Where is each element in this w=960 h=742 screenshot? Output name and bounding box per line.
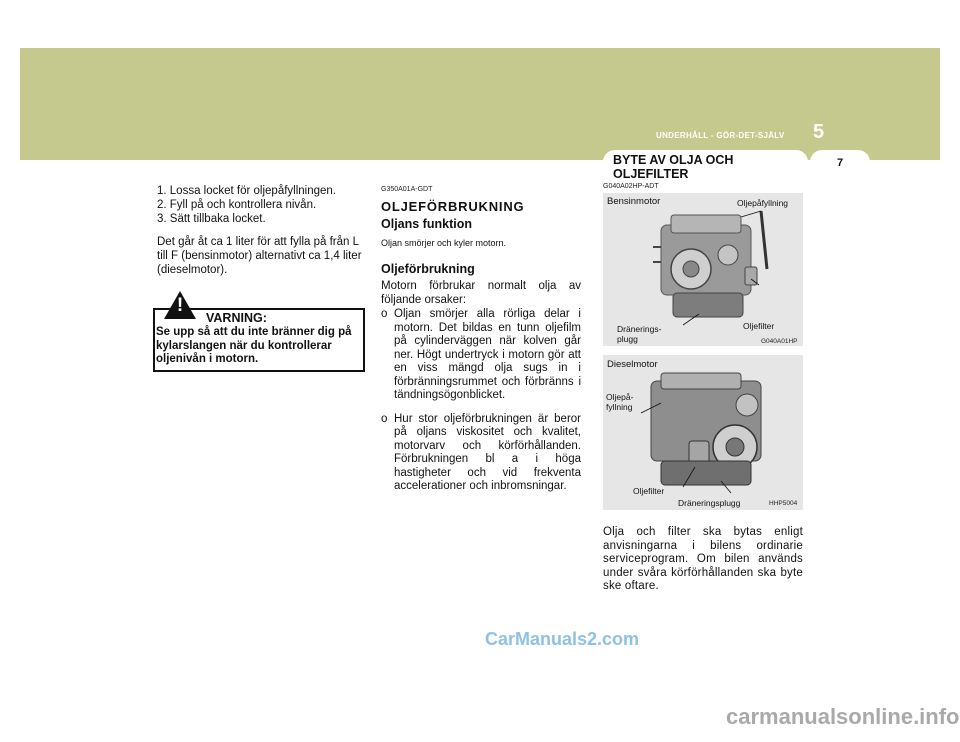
figure-1-code: G040A01HP [761,338,798,345]
oil-fill-label: Oljepåfyllning [737,198,789,208]
subheading-consumption: Oljeförbrukning [381,261,475,276]
bullet-text: Hur stor oljeförbrukningen är beror på oljans viskositet och kvalitet, motorvarv och körförhållanden. Förbrukningen bl a i höga hastigheter och vid frekventa accelerationer och inbromsningar. [394,412,581,492]
diesel-engine-figure [603,355,803,510]
section-heading: OLJEFÖRBRUKNING [381,198,525,214]
diesel-engine-illustration [631,369,781,499]
subheading-function: Oljans funktion [381,216,472,231]
page-title: BYTE AV OLJA OCH OLJEFILTER [613,153,734,181]
warning-body: Se upp så att du inte bränner dig på kylarslangen när du kontrollerar oljenivån i motorn. [156,326,352,365]
step-2: 2. Fyll på och kontrollera nivån. [157,199,317,211]
diesel-engine-title: Dieselmotor [607,359,658,370]
oil-change-text: Olja och filter ska bytas enligt anvisningarna i bilens ordinarie serviceprogram. Om bilen används under svåra körförhållanden ska byte ske oftare. [603,526,803,592]
figure-code: G040A02HP-ADT [603,183,659,190]
carmanuals-watermark[interactable]: CarManuals2.com [485,629,640,649]
drain-plug-label: Dräneringsplugg [678,498,741,508]
oil-filter-label: Oljefilter [743,321,775,331]
chapter-number: 5 [813,121,825,143]
header-band [20,48,940,160]
warning-exclamation: ! [176,295,184,316]
oil-fill-label: Oljepå- fyllning [606,392,634,412]
list-item [381,413,581,494]
bullet-mark: o [381,308,388,320]
section-title: UNDERHÅLL - GÖR-DET-SJÄLV [656,131,785,140]
step-3: 3. Sätt tillbaka locket. [157,213,266,225]
list-item [381,308,581,403]
gasoline-engine-title: Bensinmotor [607,196,661,207]
bullet-text: Oljan smörjer alla rörliga delar i motorn. Det bildas en tunn oljefilm på cylinderväggen när kolven går ner. Högt undertryck i motorn gör att en viss mängd olja sugs in i förbränningsrummet och förbränns i tändningsögonblicket. [394,308,581,401]
gasoline-engine-figure [603,193,803,346]
function-text: Oljan smörjer och kyler motorn. [381,238,507,248]
warning-title: VARNING: [206,311,267,325]
section-code: G350A01A-GDT [381,186,433,193]
column-2 [381,183,581,494]
figure-2-code: HHP5004 [769,500,798,507]
bullet-mark: o [381,412,388,425]
page-number: 7 [836,157,844,169]
fill-amount-text: Det går åt ca 1 liter för att fylla på från L till F (bensinmotor) alternativt ca 1,4 liter (dieselmotor). [157,236,362,276]
consumption-intro: Motorn förbrukar normalt olja av följande orsaker: [381,280,581,306]
oil-filter-label: Oljefilter [633,486,665,496]
gasoline-engine-illustration [633,207,783,332]
drain-plug-label: Dränerings- plugg [617,324,662,344]
column-1 [157,184,362,277]
step-1: 1. Lossa locket för oljepåfyllningen. [157,185,336,197]
carmanualsonline-watermark[interactable]: carmanualsonline.info [726,704,960,729]
